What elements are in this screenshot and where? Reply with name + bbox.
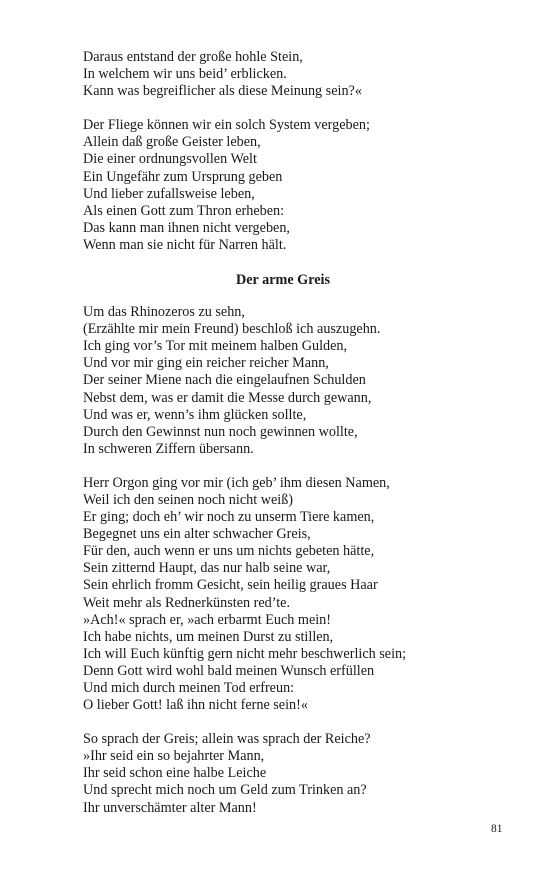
verse-line: Allein daß große Geister leben, bbox=[83, 134, 261, 151]
verse-line: Und mich durch meinen Tod erfreun: bbox=[83, 680, 295, 696]
verse-line: »Ihr seid ein so bejahrter Mann, bbox=[83, 748, 265, 765]
verse-line: Durch den Gewinnst nun noch gewinnen wollte, bbox=[83, 423, 358, 440]
verse-line: Und sprecht mich noch um Geld zum Trinken an? bbox=[83, 782, 367, 799]
verse-line: Sein zitternd Haupt, das nur halb seine war, bbox=[83, 560, 331, 577]
verse-line: Für den, auch wenn er uns um nichts gebeten hätte, bbox=[83, 543, 375, 560]
page-text bbox=[83, 49, 483, 817]
verse-line: In welchem wir uns beid’ erblicken. bbox=[83, 66, 287, 83]
verse-line: Ihr unverschämter alter Mann! bbox=[83, 799, 257, 816]
verse-line: Und vor mir ging ein reicher reicher Mann, bbox=[83, 355, 329, 372]
stanza bbox=[83, 49, 483, 100]
page-number: 81 bbox=[491, 823, 503, 835]
stanza-gap bbox=[83, 100, 483, 117]
verse-line: Er ging; doch eh’ wir noch zu unserm Tiere kamen, bbox=[83, 509, 375, 526]
verse-line: Die einer ordnungsvollen Welt bbox=[83, 151, 257, 168]
verse-line: Nebst dem, was er damit die Messe durch gewann, bbox=[83, 389, 372, 406]
verse-line: Der seiner Miene nach die eingelaufnen Schulden bbox=[83, 372, 366, 389]
verse-line: So sprach der Greis; allein was sprach der Reiche? bbox=[83, 731, 371, 748]
verse-line: Ihr seid schon eine halbe Leiche bbox=[83, 765, 267, 782]
poem-title: Der arme Greis bbox=[235, 272, 331, 289]
verse-line: Ich habe nichts, um meinen Durst zu stillen, bbox=[83, 628, 334, 645]
stanza-gap bbox=[83, 714, 483, 731]
stanza bbox=[83, 304, 483, 458]
verse-line: Denn Gott wird wohl bald meinen Wunsch erfüllen bbox=[83, 662, 375, 679]
verse-line: Als einen Gott zum Thron erheben: bbox=[83, 202, 285, 219]
stanza bbox=[83, 731, 483, 816]
verse-line: (Erzählte mir mein Freund) beschloß ich auszugehn. bbox=[83, 321, 381, 338]
verse-line: Ich will Euch künftig gern nicht mehr beschwerlich sein; bbox=[83, 645, 407, 662]
verse-line: Ein Ungefähr zum Ursprung geben bbox=[83, 168, 283, 185]
stanza bbox=[83, 475, 483, 714]
stanza bbox=[83, 117, 483, 254]
verse-line: Ich ging vor’s Tor mit meinem halben Gulden, bbox=[83, 338, 348, 355]
verse-line: O lieber Gott! laß ihn nicht ferne sein!« bbox=[83, 697, 308, 714]
stanza-gap bbox=[83, 458, 483, 475]
verse-line: Wenn man sie nicht für Narren hält. bbox=[83, 236, 287, 253]
verse-line: Das kann man ihnen nicht vergeben, bbox=[83, 219, 290, 236]
verse-line: Herr Orgon ging vor mir (ich geb’ ihm diesen Namen, bbox=[83, 474, 390, 491]
verse-line: Weit mehr als Rednerkünsten red’te. bbox=[83, 594, 291, 611]
verse-line: Weil ich den seinen noch nicht weiß) bbox=[83, 491, 294, 508]
previous-poem-ending bbox=[83, 49, 483, 254]
verse-line: Begegnet uns ein alter schwacher Greis, bbox=[83, 526, 311, 543]
verse-line: Der Fliege können wir ein solch System vergeben; bbox=[83, 117, 370, 134]
verse-line: »Ach!« sprach er, »ach erbarmt Euch mein! bbox=[83, 611, 331, 628]
verse-line: Kann was begreiflicher als diese Meinung sein?« bbox=[83, 83, 362, 100]
verse-line: In schweren Ziffern übersann. bbox=[83, 440, 254, 457]
verse-line: Und was er, wenn’s ihm glücken sollte, bbox=[83, 406, 307, 423]
verse-line: Sein ehrlich fromm Gesicht, sein heilig graues Haar bbox=[83, 577, 378, 594]
poem-body bbox=[83, 304, 483, 817]
verse-line: Um das Rhinozeros zu sehn, bbox=[83, 304, 245, 321]
verse-line: Und lieber zufallsweise leben, bbox=[83, 185, 255, 202]
verse-line: Daraus entstand der große hohle Stein, bbox=[83, 49, 303, 65]
